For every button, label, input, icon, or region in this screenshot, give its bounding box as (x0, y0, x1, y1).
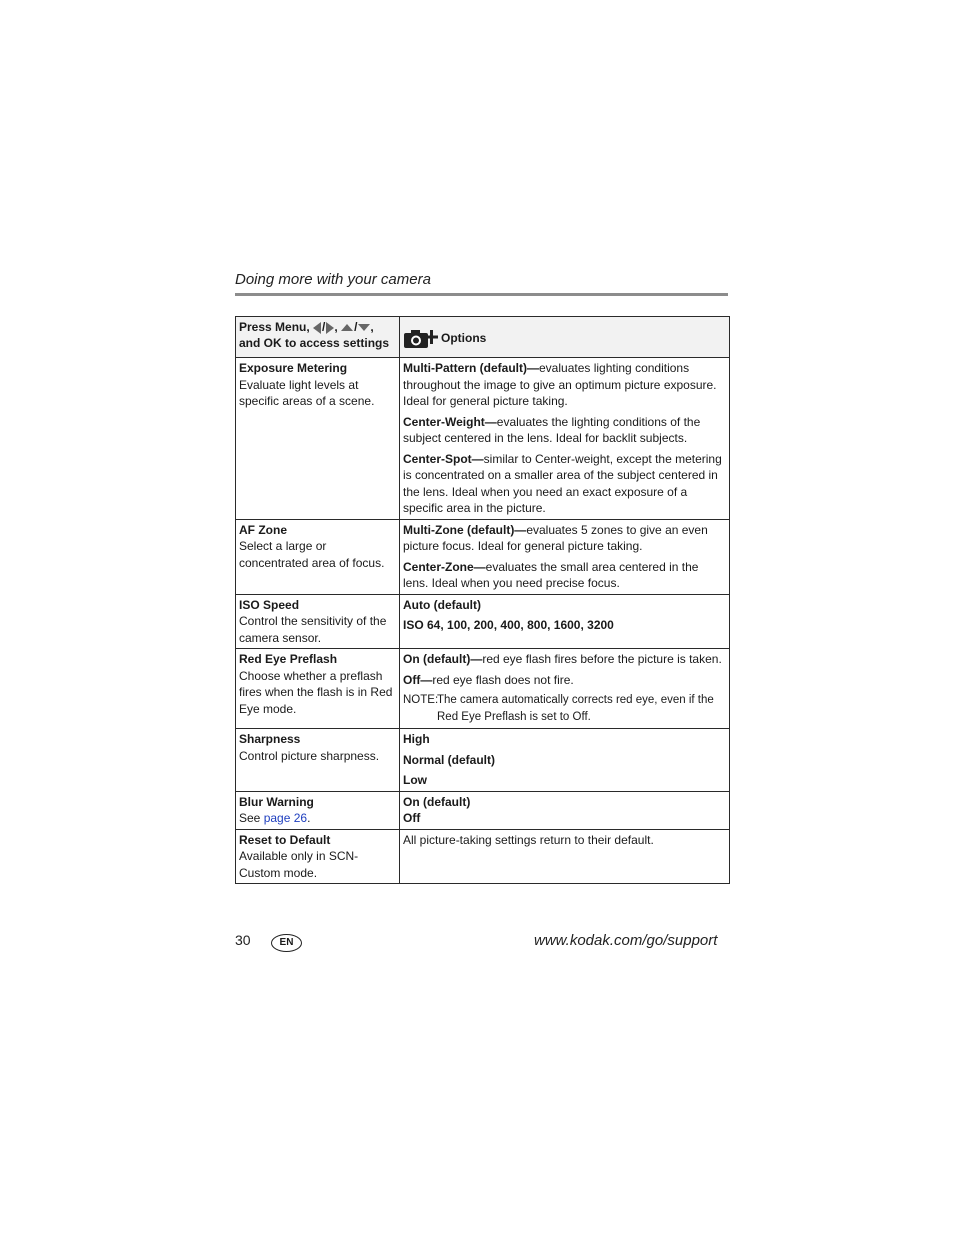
note (403, 692, 726, 726)
option-item: Center-Weight—evaluates the lighting conditions of the subject centered in the lens. Ideal for backlit subjects. (403, 414, 701, 445)
option-item: On (default) (403, 794, 471, 809)
setting-description: Available only in SCN-Custom mode. (239, 849, 359, 880)
down-arrow-icon (358, 324, 370, 331)
setting-name: ISO Speed (239, 597, 300, 612)
page-26-link[interactable]: page 26 (263, 811, 308, 825)
option-item: Off (403, 811, 421, 825)
table-row (236, 358, 730, 520)
header-left-line1: Press Menu, (239, 320, 310, 334)
setting-description: See page 26. (239, 811, 311, 825)
table-row (236, 594, 730, 649)
option-text: All picture-taking settings return to their default. (403, 832, 654, 847)
setting-cell (236, 791, 400, 829)
option-item: Multi-Zone (default)—evaluates 5 zones to give an even picture focus. Ideal for general picture taking. (403, 522, 708, 553)
language-badge: EN (271, 934, 302, 952)
setting-cell (236, 358, 400, 520)
setting-cell (236, 729, 400, 792)
option-item: Auto (default) (403, 597, 481, 612)
header-left-cell: Press Menu, / , / , and OK to access settings (236, 317, 400, 358)
setting-cell (236, 519, 400, 594)
table-row (236, 519, 730, 594)
setting-name: Blur Warning (239, 794, 314, 809)
options-cell (400, 358, 730, 520)
setting-cell (236, 649, 400, 729)
page-number: 30 (235, 932, 251, 948)
setting-cell (236, 829, 400, 884)
camera-settings-icon (403, 327, 439, 349)
table-row (236, 791, 730, 829)
settings-table (235, 316, 730, 884)
setting-cell (236, 594, 400, 649)
header-options-label: Options (441, 330, 487, 345)
options-cell (400, 829, 730, 884)
note-text: The camera automatically corrects red eye, even if the Red Eye Preflash is set to Off. (437, 694, 714, 723)
setting-description: Control the sensitivity of the camera sensor. (239, 614, 387, 645)
header-right-cell (400, 317, 730, 358)
right-arrow-icon (326, 322, 334, 334)
table-row (236, 649, 730, 729)
table-header-row (236, 317, 730, 358)
left-arrow-icon (313, 322, 321, 334)
options-cell (400, 729, 730, 792)
option-item: Off—red eye flash does not fire. (403, 672, 574, 687)
setting-name: Sharpness (239, 732, 301, 746)
options-cell (400, 519, 730, 594)
setting-description: Select a large or concentrated area of focus. (239, 539, 385, 570)
table-row (236, 829, 730, 884)
header-left-line2: and OK to access settings (239, 335, 390, 350)
option-item: Normal (default) (403, 752, 496, 767)
setting-description: Evaluate light levels at specific areas of a scene. (239, 377, 375, 408)
header-rule (235, 293, 728, 296)
options-cell (400, 649, 730, 729)
setting-name: Exposure Metering (239, 361, 348, 375)
option-item: On (default)—red eye flash fires before the picture is taken. (403, 652, 722, 666)
option-item: ISO 64, 100, 200, 400, 800, 1600, 3200 (403, 618, 614, 632)
setting-name: AF Zone (239, 522, 287, 537)
setting-name: Red Eye Preflash (239, 652, 338, 666)
option-item: Multi-Pattern (default)—evaluates lighting conditions throughout the image to give an optimum picture exposure. Ideal for general picture taking. (403, 361, 717, 408)
setting-name: Reset to Default (239, 832, 331, 847)
up-arrow-icon (341, 324, 353, 331)
options-cell (400, 594, 730, 649)
option-item: Low (403, 773, 427, 787)
setting-description: Control picture sharpness. (239, 748, 380, 763)
option-item: Center-Zone—evaluates the small area centered in the lens. Ideal when you need precise focus. (403, 559, 699, 590)
setting-description: Choose whether a preflash fires when the flash is in Red Eye mode. (239, 668, 393, 716)
section-title: Doing more with your camera (235, 271, 431, 288)
options-cell (400, 791, 730, 829)
note-label: NOTE: (403, 694, 439, 706)
option-item: High (403, 732, 430, 746)
table-row (236, 729, 730, 792)
support-url[interactable]: www.kodak.com/go/support (534, 932, 718, 949)
option-item: Center-Spot—similar to Center-weight, except the metering is concentrated on a smaller area of the subject centered in the lens. Ideal when you need an exact exposure of a specific area in the picture. (403, 451, 722, 515)
